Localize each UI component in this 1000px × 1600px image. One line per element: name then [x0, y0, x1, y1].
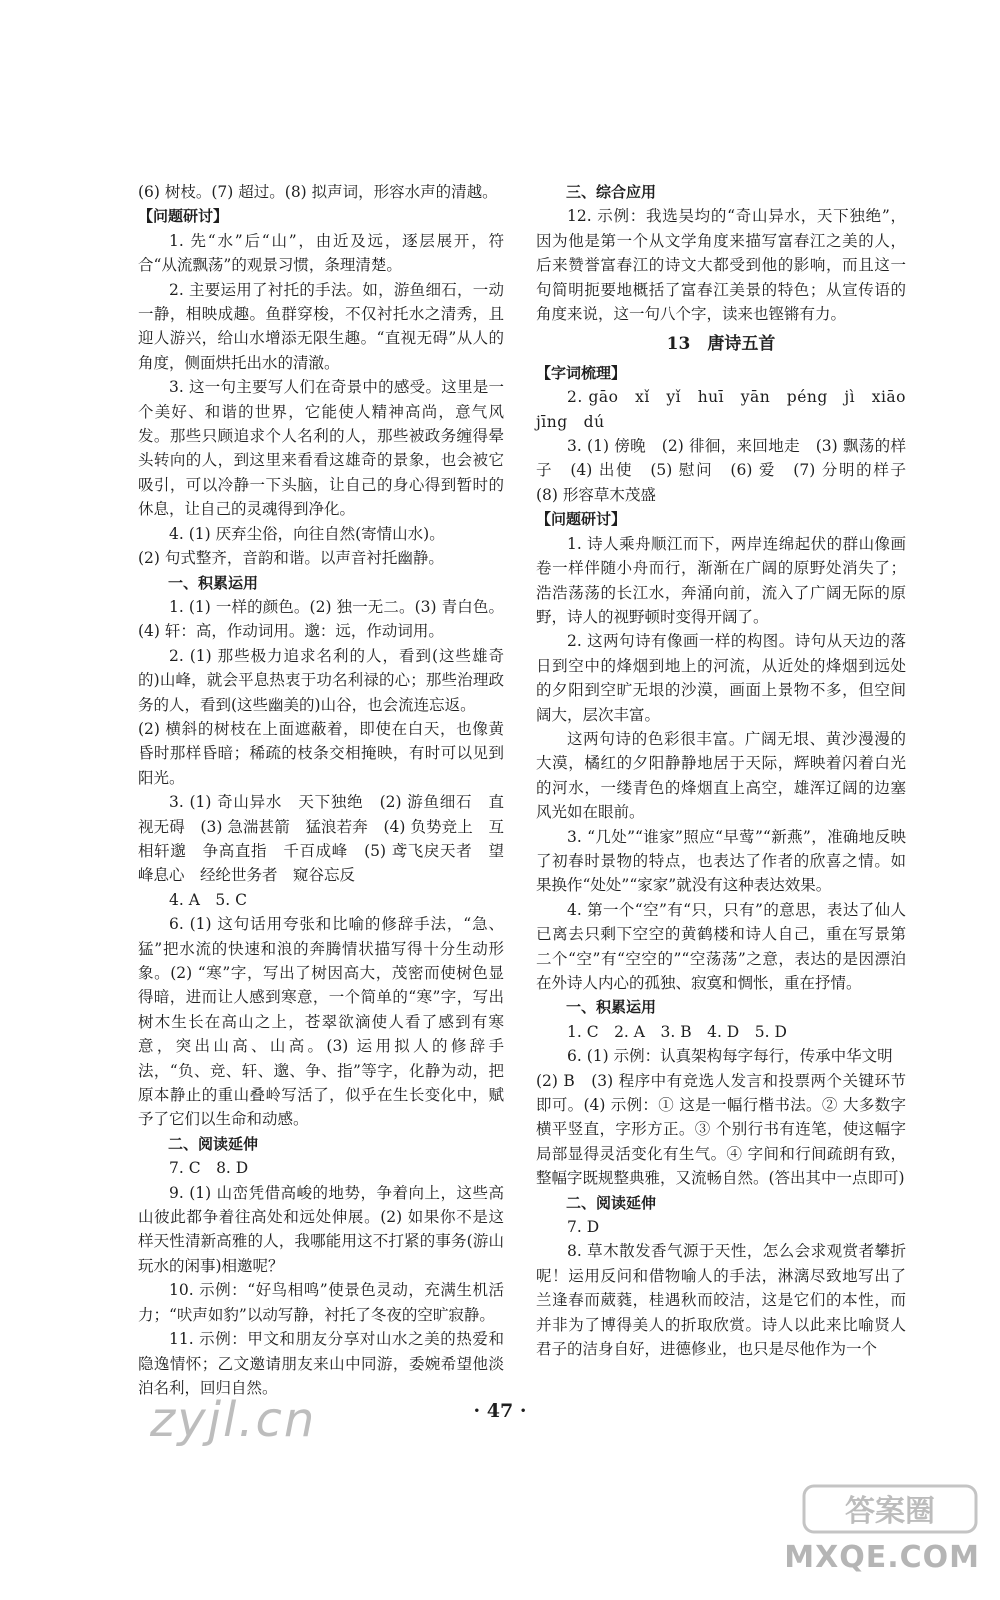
left-column-para-12: 4. A 5. C	[169, 890, 247, 909]
left-column-para-13: 6. (1) 这句话用夸张和比喻的修辞手法，“急、猛”把水流的快速和浪的奔腾情状描写得十分生动形象。(2) “寒”字，写出了树因高大，茂密而使树色显得暗，进而让人感到寒意，一个简单的“寒”字，写出树木生长在高山之上，苍翠欲滴使人看了感到有寒意，突出山高、山高。(3) 运用拟人的修辞手法，“负、竞、轩、邈、争、指”等字，化静为动，把原本静止的重山叠岭写活了，似乎在生长变化中，赋予了它们以生命和动感。	[138, 915, 504, 1129]
left-column-para-1: 【问题研讨】	[138, 207, 229, 226]
watermark-mxqe: MXQE.COM	[784, 1540, 980, 1575]
left-column-para-6: (2) 句式整齐，音韵和谐。以声音衬托幽静。	[138, 549, 444, 568]
page-number: · 47 ·	[473, 1400, 527, 1422]
left-column-para-7: 一、积累运用	[168, 573, 259, 592]
right-column-para-7: 1. 诗人乘舟顺江而下，两岸连绵起伏的群山像画卷一样伴随小舟而行，渐渐在广阔的原野处消失了；浩浩荡荡的长江水，奔涌向前，流入了广阔无际的原野，诗人的视野顿时变得开阔了。	[536, 534, 906, 626]
left-column-para-8: 1. (1) 一样的颜色。(2) 独一无二。(3) 青白色。(4) 轩：高，作动词用。邈：远，作动词用。	[138, 597, 504, 641]
left-column-para-0: (6) 树枝。(7) 超过。(8) 拟声词，形容水声的清越。	[138, 183, 498, 201]
right-column-para-15: (2) B (3) 程序中有竞选人发言和投票两个关键环节即可。(4) 示例：① 这是一幅行楷书法。② 大多数字横平竖直，字形方正。③ 个别行书有连笔，使这幅字局部显得灵活变化有生气。④ 字间和行间疏朗有致，整幅字既规整典雅，又流畅自然。(答出其中一点即可)	[536, 1071, 906, 1188]
right-column-para-3: 【字词梳理】	[536, 363, 627, 382]
right-column-para-16: 二、阅读延伸	[566, 1193, 657, 1212]
watermark-logo-text: 答案圈	[845, 1494, 935, 1529]
right-column-para-17: 7. D	[567, 1218, 600, 1237]
left-column-para-11: 3. (1) 奇山异水 天下独绝 (2) 游鱼细石 直视无碍 (3) 急湍甚箭 猛浪若奔 (4) 负势竞上 互相轩邈 争高直指 千百成峰 (5) 鸢飞戾天者 望峰息心 经纶世务者 窥谷忘反	[138, 793, 504, 885]
left-column-para-17: 10. 示例：“好鸟相鸣”使景色灵动，充满生机活力；“吠声如豹”以动写静，衬托了冬夜的空旷寂静。	[138, 1281, 504, 1324]
right-column-para-13: 1. C 2. A 3. B 4. D 5. D	[567, 1022, 787, 1041]
right-column-para-2: 13 唐诗五首	[666, 334, 776, 355]
watermark-zyjl: zyjl.cn	[150, 1392, 317, 1448]
left-column	[138, 180, 504, 1400]
right-column-para-9: 这两句诗的色彩很丰富。广阔无垠、黄沙漫漫的大漠，橘红的夕阳静静地居于天际，辉映着闪着白光的河水，一缕青色的烽烟直上高空，雄浑辽阔的边塞风光如在眼前。	[536, 729, 906, 822]
right-column-para-18: 8. 草木散发香气源于天性，怎么会求观赏者攀折呢！运用反问和借物喻人的手法，淋漓尽致地写出了兰逢春而葳蕤，桂遇秋而皎洁，这是它们的本性，而并非为了博得美人的折取欣赏。诗人以此来比喻贤人君子的洁身自好，进德修业，也只是尽他作为一个	[536, 1242, 906, 1359]
right-column-para-12: 一、积累运用	[566, 998, 657, 1017]
left-column-para-9: 2. (1) 那些极力追求名利的人，看到(这些雄奇的)山峰，就会平息热衷于功名利禄的心；那些治理政务的人，看到(这些幽美的)山谷，也会流连忘返。	[138, 646, 504, 714]
right-column-para-1: 12. 示例：我选吴均的“奇山异水，天下独绝”，因为他是第一个从文学角度来描写富春江之美的人，后来赞誉富春江的诗文大都受到他的影响，而且这一句简明扼要地概括了富春江美景的特色；从宣传语的角度来说，这一句八个字，读来也铿锵有力。	[536, 207, 906, 324]
left-column-para-10: (2) 横斜的树枝在上面遮蔽着，即使在白天，也像黄昏时那样昏暗；稀疏的枝条交相掩映，有时可以见到阳光。	[138, 719, 504, 787]
left-column-para-16: 9. (1) 山峦凭借高峻的地势，争着向上，这些高山彼此都争着往高处和远处伸展。(2) 如果你不是这样天性清新高雅的人，我哪能用这不打紧的事务(游山玩水的闲事)相邀呢？	[138, 1183, 504, 1275]
right-column	[536, 180, 923, 1362]
left-column-para-5: 4. (1) 厌弃尘俗，向往自然(寄情山水)。	[169, 524, 445, 543]
left-column-para-4: 3. 这一句主要写人们在奇景中的感受。这里是一个美好、和谐的世界，它能使人精神高尚，意气风发。那些只顾追求个人名利的人，那些被政务缠得晕头转向的人，到这里来看看这雄奇的景象，也会被它吸引，可以冷静一下头脑，让自己的身心得到暂时的休息，让自己的灵魂得到净化。	[138, 378, 504, 519]
right-column-para-8: 2. 这两句诗有像画一样的构图。诗句从天边的落日到空中的烽烟到地上的河流，从近处的烽烟到远处的夕阳到空旷无垠的沙漠，画面上景物不多，但空间阔大，层次丰富。	[536, 632, 906, 724]
left-column-para-14: 二、阅读延伸	[168, 1134, 259, 1153]
right-column-para-11: 4. 第一个“空”有“只，只有”的意思，表达了仙人已离去只剩下空空的黄鹤楼和诗人自己，重在写景第二个“空”有“空空的”“空荡荡”之意，表达的是因漂泊在外诗人内心的孤独、寂寞和惆怅，重在抒情。	[536, 900, 906, 992]
left-column-para-15: 7. C 8. D	[169, 1159, 249, 1178]
left-column-para-2: 1. 先“水”后“山”，由近及远，逐层展开，符合“从流飘荡”的观景习惯，条理清楚。	[138, 231, 504, 275]
right-column-para-6: 【问题研讨】	[536, 510, 627, 529]
right-column-para-10: 3. “几处”“谁家”照应“早莺”“新燕”，准确地反映了初春时景物的特点，也表达了作者的欣喜之情。如果换作“处处”“家家”就没有这种表达效果。	[536, 827, 906, 895]
right-column-para-4: 2. gāo xǐ yǐ huī yān péng jì xiāo jīng dú	[536, 388, 923, 431]
right-column-para-0: 三、综合应用	[566, 183, 657, 201]
right-column-para-5: 3. (1) 傍晚 (2) 徘徊，来回地走 (3) 飘荡的样子 (4) 出使 (5) 慰问 (6) 爱 (7) 分明的样子 (8) 形容草木茂盛	[536, 437, 922, 504]
watermark-logo-icon	[800, 1478, 980, 1538]
right-column-para-14: 6. (1) 示例：认真架构每字每行，传承中华文明	[567, 1047, 893, 1066]
left-column-para-18: 11. 示例：甲文和朋友分享对山水之美的热爱和隐逸情怀；乙文邀请朋友来山中同游，委婉希望他淡泊名利，回归自然。	[138, 1330, 504, 1397]
left-column-para-3: 2. 主要运用了衬托的手法。如，游鱼细石，一动一静，相映成趣。鱼群穿梭，不仅衬托水之清秀，且迎人游兴，给山水增添无限生趣。“直视无碍”从人的角度，侧面烘托出水的清澈。	[138, 280, 504, 372]
